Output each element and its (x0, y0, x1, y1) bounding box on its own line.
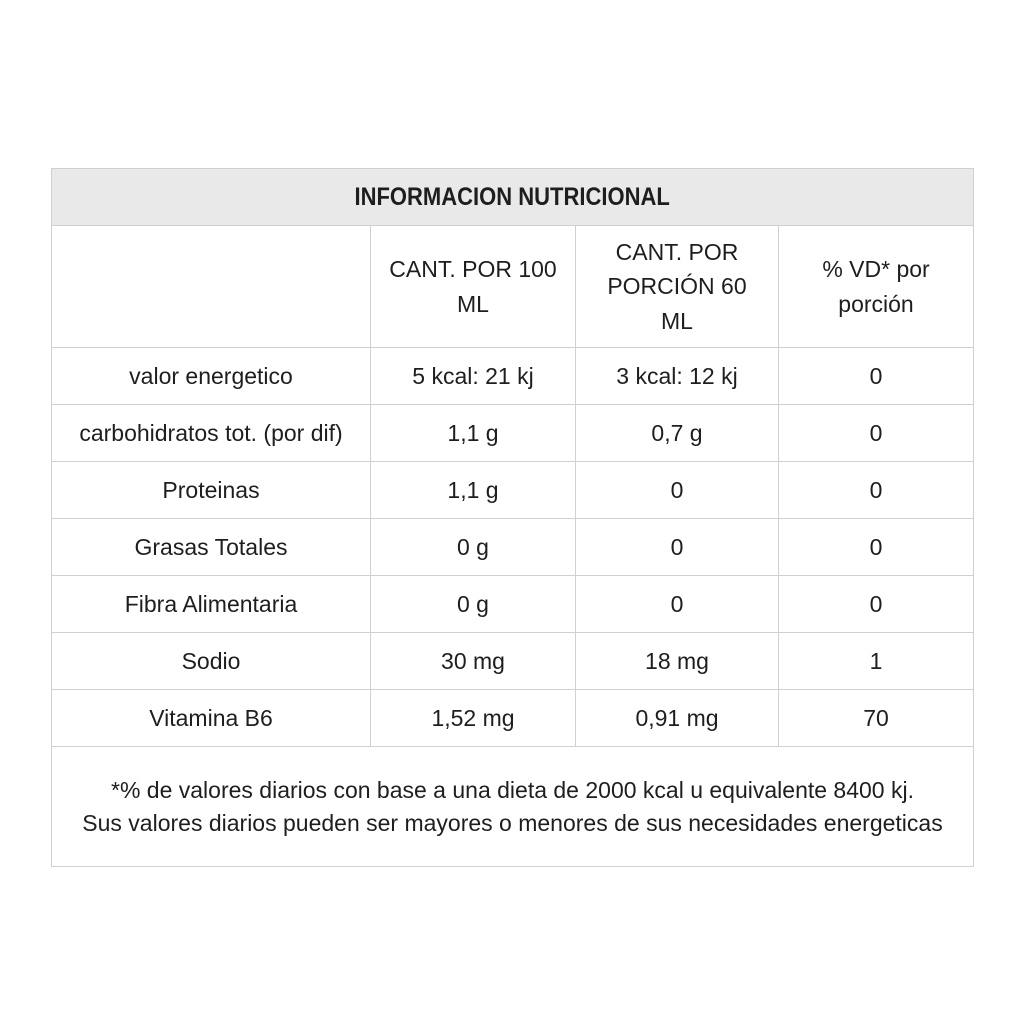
row-label: valor energetico (52, 348, 371, 405)
value-vd-percent: 1 (779, 633, 974, 690)
value-vd-percent: 0 (779, 462, 974, 519)
column-header-vd-percent: % VD* por porción (779, 226, 974, 348)
value-per-portion: 0,7 g (576, 405, 779, 462)
row-label: Grasas Totales (52, 519, 371, 576)
column-header-per-100ml: CANT. POR 100 ML (371, 226, 576, 348)
value-vd-percent: 0 (779, 519, 974, 576)
value-vd-percent: 0 (779, 405, 974, 462)
table-title-row (52, 169, 974, 226)
footnote-cell (52, 747, 974, 867)
value-per-portion: 0 (576, 576, 779, 633)
footnote-row (52, 747, 974, 867)
value-per-100ml: 5 kcal: 21 kj (371, 348, 576, 405)
table-row (52, 576, 974, 633)
value-per-100ml: 1,52 mg (371, 690, 576, 747)
value-per-portion: 18 mg (576, 633, 779, 690)
table-title-cell (52, 169, 974, 226)
table-row (52, 519, 974, 576)
value-vd-percent: 0 (779, 348, 974, 405)
column-header-row (52, 226, 974, 348)
table-row (52, 633, 974, 690)
table-row (52, 462, 974, 519)
nutrition-table (51, 168, 974, 867)
value-vd-percent: 0 (779, 576, 974, 633)
table-row (52, 348, 974, 405)
value-per-100ml: 0 g (371, 576, 576, 633)
row-label: Proteinas (52, 462, 371, 519)
column-header-per-portion: CANT. POR PORCIÓN 60 ML (576, 226, 779, 348)
column-header-empty (52, 226, 371, 348)
value-vd-percent: 70 (779, 690, 974, 747)
row-label: Fibra Alimentaria (52, 576, 371, 633)
value-per-portion: 0 (576, 462, 779, 519)
table-title: INFORMACION NUTRICIONAL (354, 182, 671, 211)
row-label: carbohidratos tot. (por dif) (52, 405, 371, 462)
row-label: Vitamina B6 (52, 690, 371, 747)
value-per-portion: 3 kcal: 12 kj (576, 348, 779, 405)
row-label: Sodio (52, 633, 371, 690)
footnote-line-2: Sus valores diarios pueden ser mayores o menores de sus necesidades energeticas (82, 809, 943, 836)
value-per-100ml: 1,1 g (371, 405, 576, 462)
table-row (52, 405, 974, 462)
value-per-100ml: 0 g (371, 519, 576, 576)
value-per-100ml: 1,1 g (371, 462, 576, 519)
value-per-portion: 0 (576, 519, 779, 576)
table-row (52, 690, 974, 747)
footnote-line-1: *% de valores diarios con base a una dieta de 2000 kcal u equivalente 8400 kj. (111, 776, 914, 803)
value-per-100ml: 30 mg (371, 633, 576, 690)
value-per-portion: 0,91 mg (576, 690, 779, 747)
